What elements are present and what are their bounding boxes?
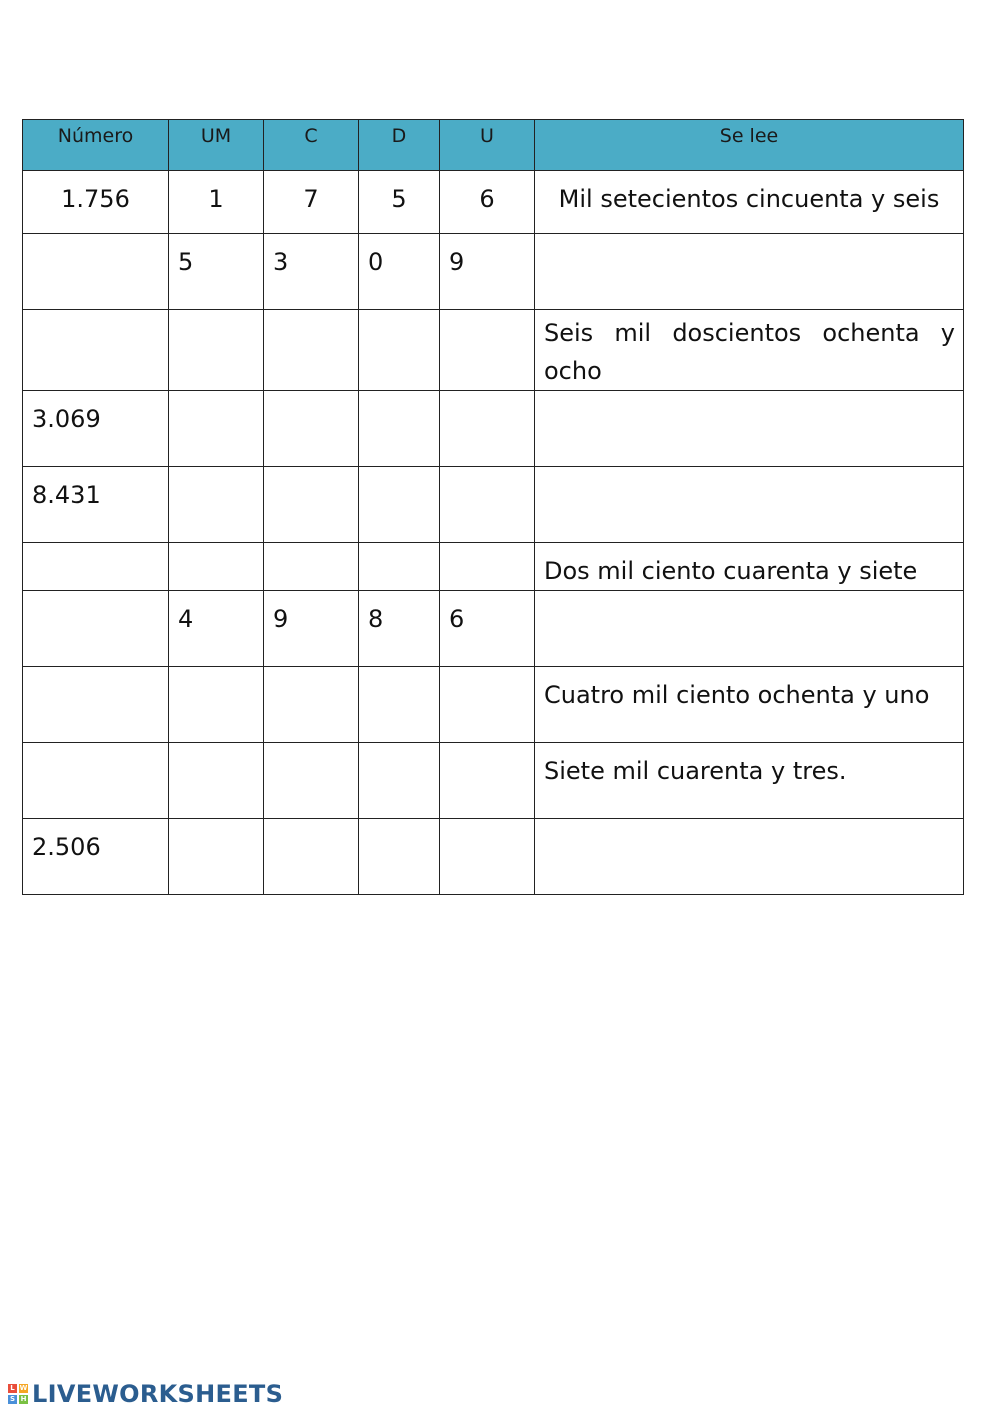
cell-c[interactable] xyxy=(264,743,359,819)
cell-numero: 2.506 xyxy=(23,819,169,895)
cell-d[interactable] xyxy=(359,310,440,391)
cell-um: 4 xyxy=(169,591,264,667)
table-row xyxy=(23,543,964,591)
cell-numero: 8.431 xyxy=(23,467,169,543)
cell-um: 1 xyxy=(169,171,264,234)
cell-u[interactable] xyxy=(440,743,535,819)
cell-c[interactable] xyxy=(264,310,359,391)
cell-d[interactable] xyxy=(359,743,440,819)
cell-se-lee[interactable] xyxy=(535,467,964,543)
logo-block: S xyxy=(9,1395,16,1403)
header-row xyxy=(23,120,964,171)
cell-se-lee: Mil setecientos cincuenta y seis xyxy=(535,171,964,234)
cell-numero[interactable] xyxy=(23,234,169,310)
cell-c[interactable] xyxy=(264,819,359,895)
cell-u[interactable] xyxy=(440,391,535,467)
header-u: U xyxy=(440,120,535,171)
cell-se-lee[interactable] xyxy=(535,391,964,467)
cell-se-lee[interactable] xyxy=(535,591,964,667)
cell-um[interactable] xyxy=(169,819,264,895)
cell-d: 5 xyxy=(359,171,440,234)
cell-numero: 1.756 xyxy=(23,171,169,234)
cell-numero[interactable] xyxy=(23,667,169,743)
cell-um: 5 xyxy=(169,234,264,310)
cell-c[interactable] xyxy=(264,667,359,743)
cell-se-lee: Cuatro mil ciento ochenta y uno xyxy=(535,667,964,743)
cell-numero[interactable] xyxy=(23,543,169,591)
cell-u[interactable] xyxy=(440,543,535,591)
cell-u[interactable] xyxy=(440,819,535,895)
cell-numero[interactable] xyxy=(23,743,169,819)
header-numero: Número xyxy=(23,120,169,171)
cell-um[interactable] xyxy=(169,743,264,819)
cell-c[interactable] xyxy=(264,543,359,591)
table-row xyxy=(23,171,964,234)
cell-se-lee[interactable] xyxy=(535,234,964,310)
cell-d[interactable] xyxy=(359,667,440,743)
liveworksheets-logo xyxy=(8,1380,283,1408)
worksheet-table xyxy=(22,119,964,895)
cell-u[interactable] xyxy=(440,310,535,391)
cell-c[interactable] xyxy=(264,391,359,467)
cell-um[interactable] xyxy=(169,467,264,543)
header-um: UM xyxy=(169,120,264,171)
table-row xyxy=(23,310,964,391)
cell-um[interactable] xyxy=(169,667,264,743)
table-row xyxy=(23,591,964,667)
table-row xyxy=(23,234,964,310)
logo-block: W xyxy=(19,1384,28,1392)
cell-d: 0 xyxy=(359,234,440,310)
cell-numero[interactable] xyxy=(23,591,169,667)
cell-d[interactable] xyxy=(359,391,440,467)
logo-block: L xyxy=(8,1384,17,1393)
logo-block: H xyxy=(20,1395,27,1403)
table-row xyxy=(23,819,964,895)
table-row xyxy=(23,743,964,819)
cell-um[interactable] xyxy=(169,391,264,467)
cell-se-lee: Dos mil ciento cuarenta y siete xyxy=(535,543,964,591)
cell-se-lee: Seis mil doscientos ochenta y ocho xyxy=(535,310,964,391)
cell-numero[interactable] xyxy=(23,310,169,391)
header-c: C xyxy=(264,120,359,171)
cell-c: 3 xyxy=(264,234,359,310)
cell-c: 7 xyxy=(264,171,359,234)
cell-u: 9 xyxy=(440,234,535,310)
cell-c: 9 xyxy=(264,591,359,667)
table-row xyxy=(23,467,964,543)
table-row xyxy=(23,667,964,743)
table-row xyxy=(23,391,964,467)
cell-numero: 3.069 xyxy=(23,391,169,467)
cell-d[interactable] xyxy=(359,543,440,591)
header-d: D xyxy=(359,120,440,171)
cell-u[interactable] xyxy=(440,667,535,743)
cell-d[interactable] xyxy=(359,467,440,543)
cell-um[interactable] xyxy=(169,310,264,391)
cell-u[interactable] xyxy=(440,467,535,543)
cell-c[interactable] xyxy=(264,467,359,543)
cell-se-lee[interactable] xyxy=(535,819,964,895)
cell-um[interactable] xyxy=(169,543,264,591)
logo-mark-icon xyxy=(8,1384,28,1404)
cell-d: 8 xyxy=(359,591,440,667)
cell-u: 6 xyxy=(440,591,535,667)
cell-u: 6 xyxy=(440,171,535,234)
logo-text: LIVEWORKSHEETS xyxy=(32,1380,284,1408)
header-se-lee: Se lee xyxy=(535,120,964,171)
cell-se-lee: Siete mil cuarenta y tres. xyxy=(535,743,964,819)
cell-d[interactable] xyxy=(359,819,440,895)
